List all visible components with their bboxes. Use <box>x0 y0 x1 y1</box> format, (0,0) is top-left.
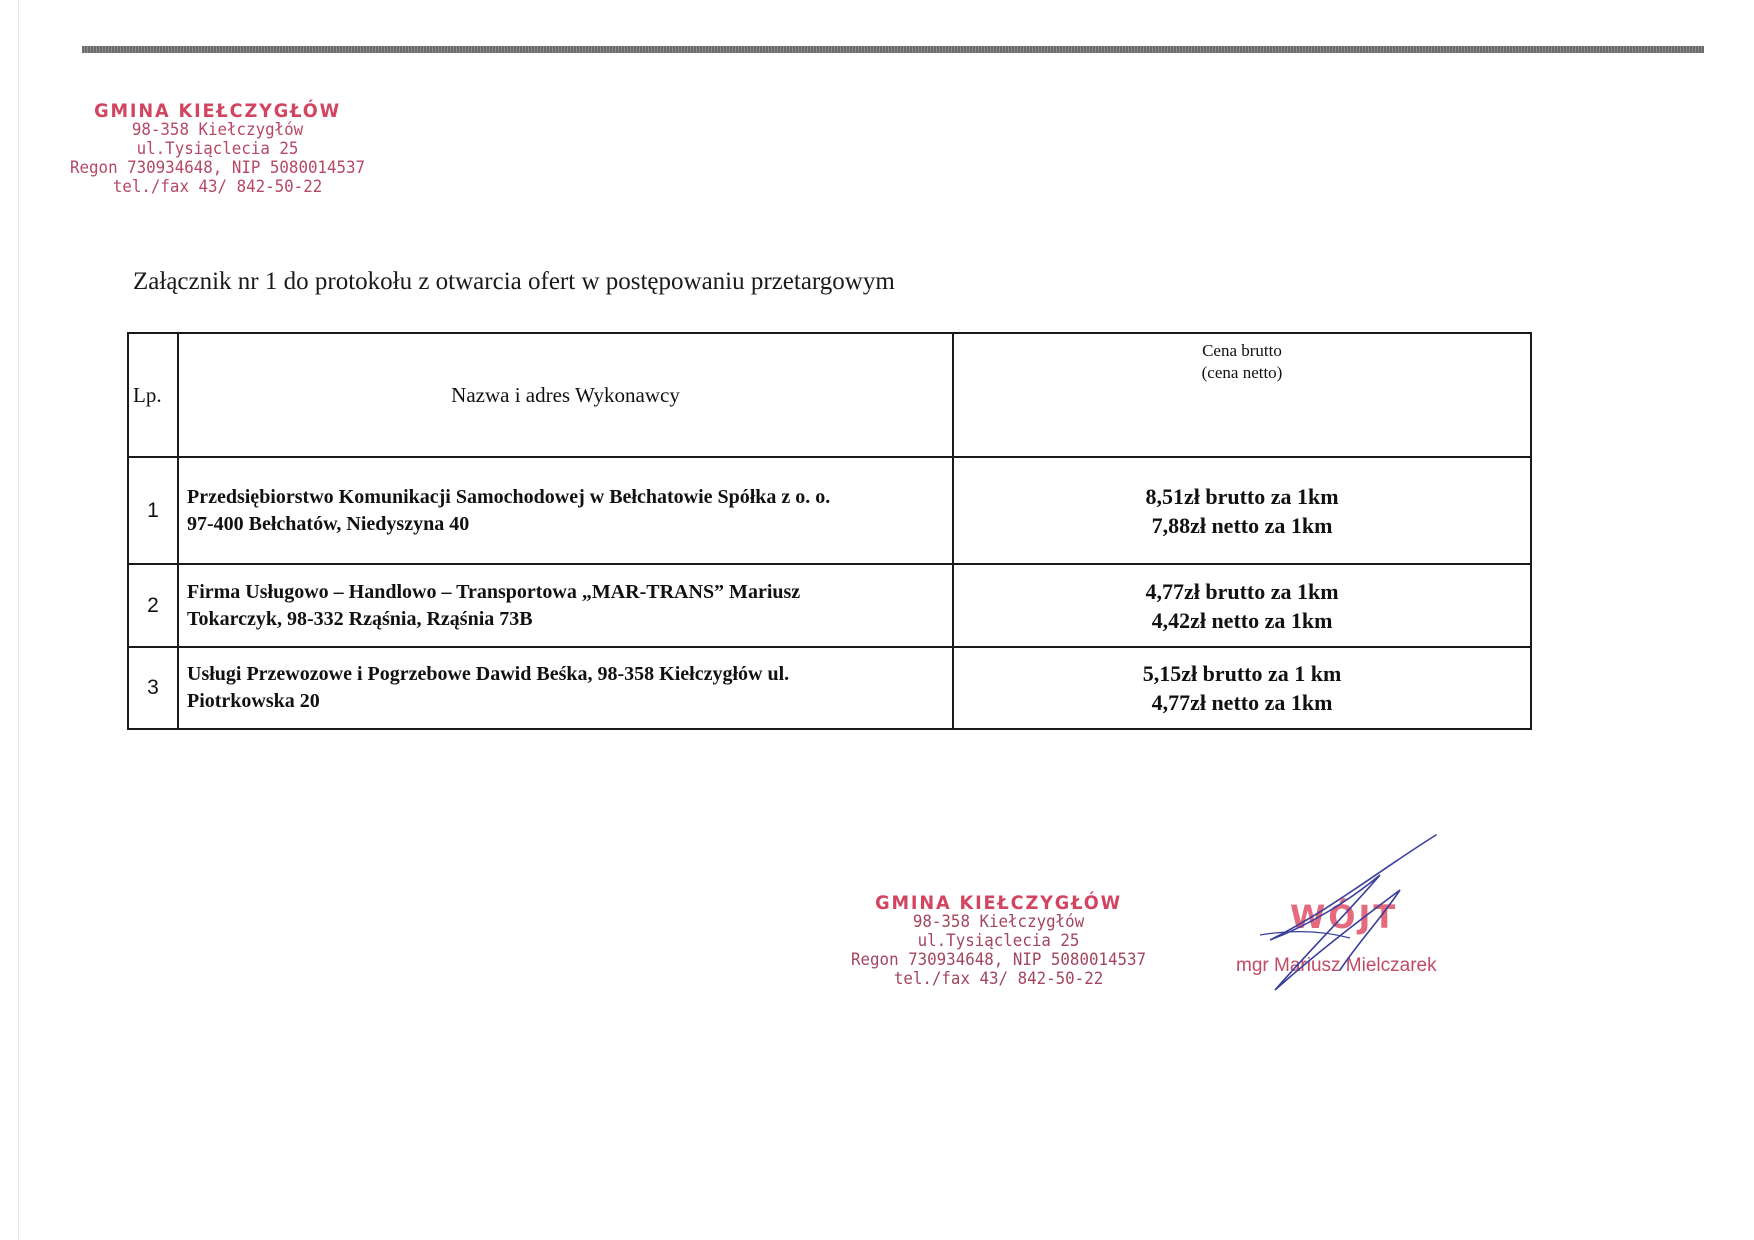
contractor-cell <box>178 457 953 564</box>
stamp-street: ul.Tysiąclecia 25 <box>917 931 1080 951</box>
price-cell <box>953 647 1531 729</box>
net-price: 4,77zł netto za 1km <box>1151 690 1333 715</box>
contractor-name: Firma Usługowo – Handlowo – Transportowa „MAR-TRANS” Mariusz <box>187 580 801 603</box>
stamp-name: GMINA KIEŁCZYGŁÓW <box>94 100 341 122</box>
row-lp: 1 <box>128 457 178 564</box>
contractor-cell <box>178 564 953 647</box>
stamp-postal: 98-358 Kiełczygłów <box>131 120 304 140</box>
row-lp: 3 <box>128 647 178 729</box>
row-lp: 2 <box>128 564 178 647</box>
contractor-address: Tokarczyk, 98-332 Rząśnia, Rząśnia 73B <box>187 607 533 630</box>
header-price-net: (cena netto) <box>1201 363 1283 382</box>
price-cell <box>953 564 1531 647</box>
offers-table <box>127 332 1532 730</box>
contractor-address: Piotrkowska 20 <box>187 690 320 712</box>
table-row <box>128 564 1531 647</box>
stamp-ids: Regon 730934648, NIP 5080014537 <box>70 158 366 178</box>
stamp-postal: 98-358 Kiełczygłów <box>912 912 1085 932</box>
handwritten-signature <box>1230 830 1470 1000</box>
stamp-name: GMINA KIEŁCZYGŁÓW <box>875 892 1122 914</box>
contractor-address: 97-400 Bełchatów, Niedyszyna 40 <box>187 512 470 535</box>
stamp-street: ul.Tysiąclecia 25 <box>136 139 299 159</box>
header-price <box>953 333 1531 457</box>
gross-price: 5,15zł brutto za 1 km <box>1142 661 1342 686</box>
stamp-ids: Regon 730934648, NIP 5080014537 <box>851 950 1147 970</box>
signature-scribble-icon <box>1230 830 1470 1000</box>
header-rule <box>82 46 1704 53</box>
contractor-name: Usługi Przewozowe i Pogrzebowe Dawid Beśka, 98-358 Kiełczygłów ul. <box>187 663 790 685</box>
header-price-gross: Cena brutto <box>1202 341 1282 360</box>
scan-edge <box>18 0 19 1240</box>
contractor-name: Przedsiębiorstwo Komunikacji Samochodowej w Bełchatowie Spółka z o. o. <box>187 485 831 508</box>
municipality-stamp-bottom <box>851 894 1146 989</box>
gross-price: 8,51zł brutto za 1km <box>1145 483 1339 509</box>
price-cell <box>953 457 1531 564</box>
wojt-stamp-title: WÓJT <box>1290 898 1399 936</box>
gross-price: 4,77zł brutto za 1km <box>1145 578 1339 604</box>
municipality-stamp-top <box>70 102 365 197</box>
net-price: 4,42zł netto za 1km <box>1151 607 1333 633</box>
document-title: Załącznik nr 1 do protokołu z otwarcia ofert w postępowaniu przetargowym <box>133 268 895 295</box>
stamp-phone: tel./fax 43/ 842-50-22 <box>112 177 323 197</box>
table-row <box>128 457 1531 564</box>
table-header-row <box>128 333 1531 457</box>
header-lp: Lp. <box>128 333 178 457</box>
net-price: 7,88zł netto za 1km <box>1151 512 1333 538</box>
signer-name: mgr Mariusz Mielczarek <box>1236 955 1437 976</box>
table-row <box>128 647 1531 729</box>
header-name: Nazwa i adres Wykonawcy <box>178 333 953 457</box>
stamp-phone: tel./fax 43/ 842-50-22 <box>893 969 1104 989</box>
contractor-cell <box>178 647 953 729</box>
